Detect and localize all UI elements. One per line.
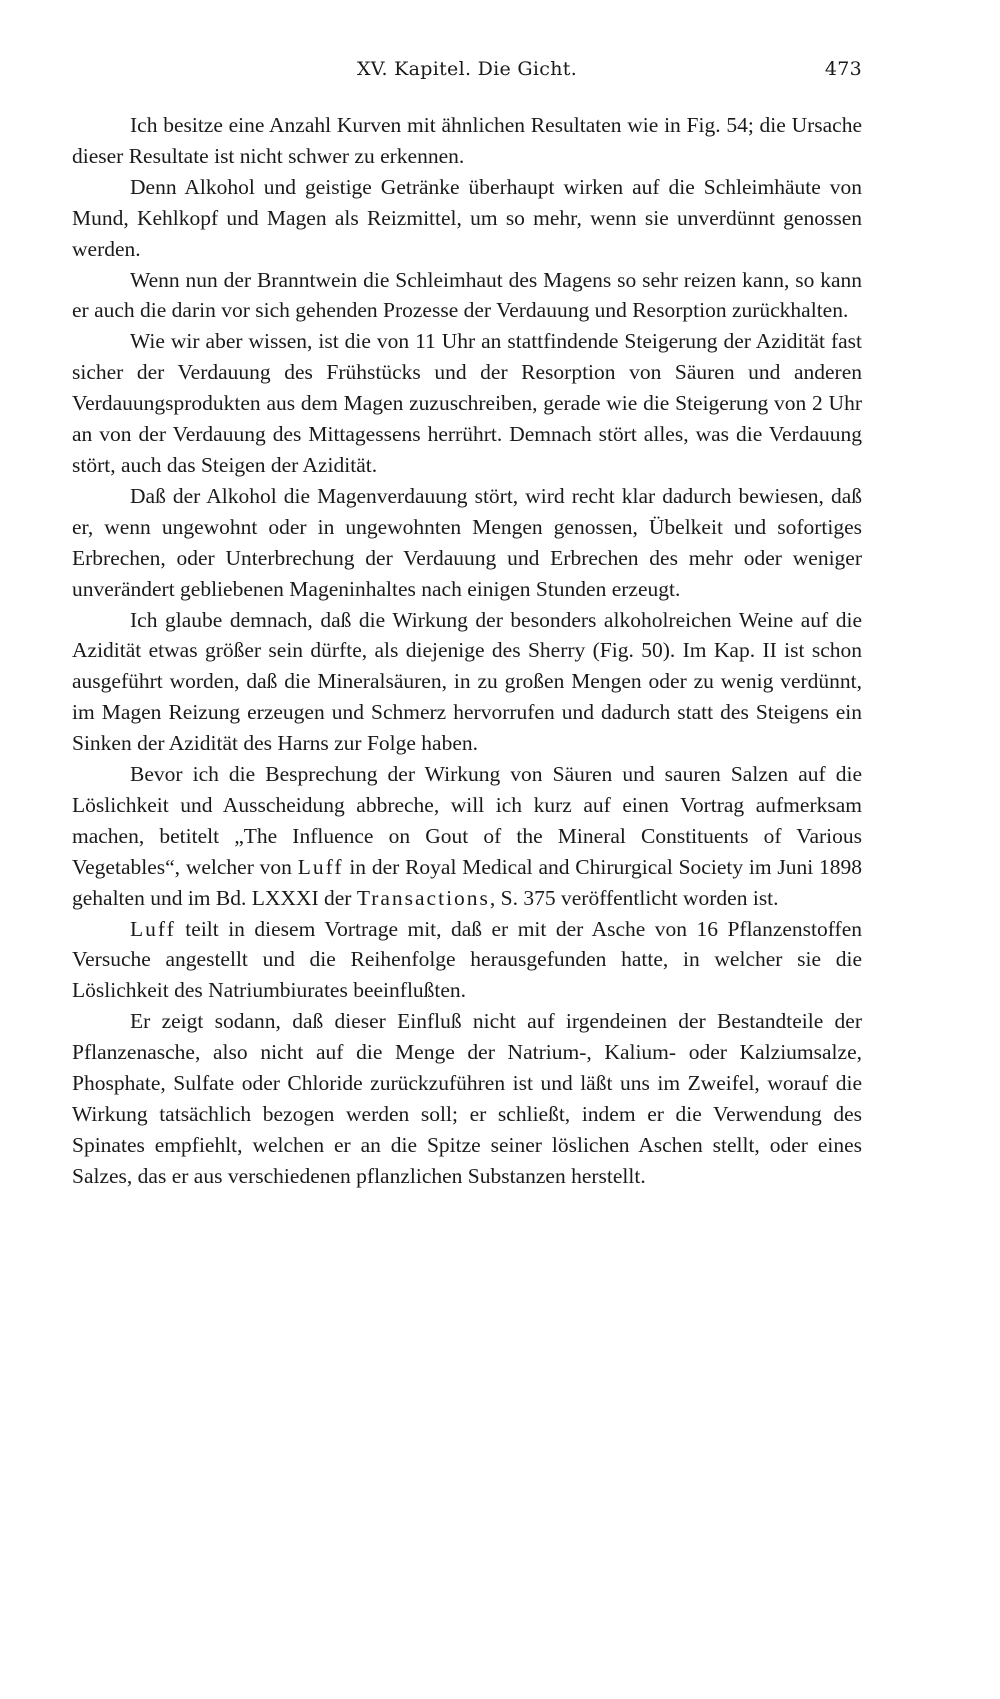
running-header	[72, 58, 862, 88]
paragraph-text: in der Royal Medical and Chirurgical Society im Juni 1898 gehalten und im Bd. LXXXI der	[72, 854, 862, 910]
paragraph: Wie wir aber wissen, ist die von 11 Uhr an stattfindende Steigerung der Azidität fast sicher der Verdauung des Frühstücks und der Resorption von Säuren und anderen Verdauungsprodukten aus dem Magen zuzuschreiben, gerade wie die Steigerung von 2 Uhr an von der Verdauung des Mittagessens herrührt. Demnach stört alles, was die Verdauung stört, auch das Steigen der Azidität.	[72, 329, 862, 477]
paragraph-text: , S. 375 veröffentlicht worden ist.	[489, 885, 779, 910]
paragraph	[72, 759, 862, 914]
paragraph: Ich besitze eine Anzahl Kurven mit ähnlichen Resultaten wie in Fig. 54; die Ursache dieser Resultate ist nicht schwer zu erkennen.	[72, 113, 862, 168]
author-name: Luff	[297, 854, 344, 879]
paragraph: Wenn nun der Branntwein die Schleimhaut des Magens so sehr reizen kann, so kann er auch die darin vor sich gehenden Prozesse der Verdauung und Resorption zurückhalten.	[72, 267, 862, 323]
paragraph-text: teilt in diesem Vortrage mit, daß er mit der Asche von 16 Pflanzenstoffen Versuche angestellt und die Reihenfolge herausgefunden hatte, in welcher sie die Löslichkeit des Natriumbiurates beeinflußten.	[72, 916, 862, 1003]
paragraph	[72, 914, 862, 1007]
author-name: Luff	[130, 916, 176, 941]
paragraph: Ich glaube demnach, daß die Wirkung der besonders alkoholreichen Weine auf die Azidität etwas größer sein dürfte, als diejenige des Sherry (Fig. 50). Im Kap. II ist schon ausgeführt worden, daß die Mineralsäuren, in zu großen Mengen oder zu wenig verdünnt, im Magen Reizung erzeugen und Schmerz hervorrufen und dadurch statt des Steigens ein Sinken der Azidität des Harns zur Folge haben.	[72, 607, 862, 756]
paragraph-text: Bevor ich die Besprechung der Wirkung von Säuren und sauren Salzen auf die Löslichkeit und Ausscheidung abbreche, will ich kurz auf einen Vortrag aufmerksam machen, betitelt „The Influence on Gout of the Mineral Constituents of Various Vegetables“, welcher von	[72, 762, 862, 879]
chapter-title: XV. Kapitel. Die Gicht.	[356, 58, 578, 80]
page-number: 473	[824, 58, 862, 80]
paragraph: Denn Alkohol und geistige Getränke überhaupt wirken auf die Schleimhäute von Mund, Kehlkopf und Magen als Reizmittel, um so mehr, wenn sie unverdünnt genossen werden.	[72, 174, 862, 261]
body-text	[72, 110, 862, 1192]
journal-name: Transactions	[356, 885, 490, 910]
paragraph: Er zeigt sodann, daß dieser Einfluß nicht auf irgendeinen der Bestandteile der Pflanzenasche, also nicht auf die Menge der Natrium-, Kalium- oder Kalziumsalze, Phosphate, Sulfate oder Chloride zurückzuführen ist und läßt uns im Zweifel, worauf die Wirkung tatsächlich bezogen werden soll; er schließt, indem er die Verwendung des Spinates empfiehlt, welchen er an die Spitze seiner löslichen Aschen stellt, oder eines Salzes, das er aus verschiedenen pflanzlichen Substanzen herstellt.	[72, 1009, 862, 1188]
paragraph: Daß der Alkohol die Magenverdauung stört, wird recht klar dadurch bewiesen, daß er, wenn ungewohnt oder in ungewohnten Mengen genossen, Übelkeit und sofortiges Erbrechen, oder Unterbrechung der Verdauung und Erbrechen des mehr oder weniger unverändert gebliebenen Mageninhaltes nach einigen Stunden erzeugt.	[72, 483, 862, 601]
book-page	[72, 58, 862, 1192]
